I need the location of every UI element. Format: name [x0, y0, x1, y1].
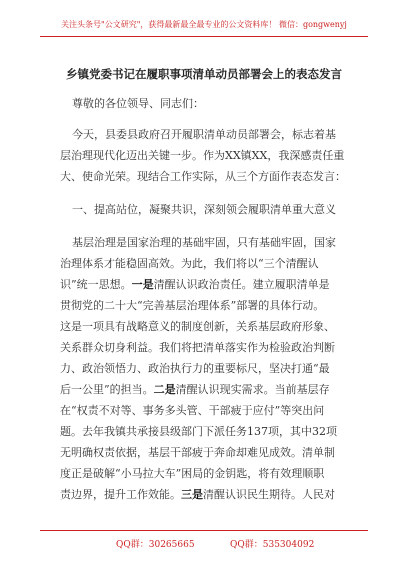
bold-marker: 三是 — [181, 488, 203, 501]
bold-marker: 二是 — [153, 383, 176, 396]
footer-qq-group-2: QQ群：535304092 — [230, 540, 315, 550]
paragraph-line: 治理体系才能稳固高效。为此，我们将以“三个清醒认 — [60, 257, 319, 270]
paragraph-line: 无明确权责依据，基层干部疲于奔命却难见成效。清单制 — [60, 446, 335, 459]
document-title: 乡镇党委书记在履职事项清单动员部署会上的表态发言 — [66, 67, 342, 81]
paragraph-line: 贯彻党的二十大“完善基层治理体系”部署的具体行动。 — [60, 299, 325, 312]
salutation: 尊敬的各位领导、同志们： — [72, 97, 204, 110]
bold-marker: 一是 — [131, 278, 154, 291]
paragraph-line: 在“权责不对等、事务多头管、干部疲于应付”等突出问 — [60, 404, 325, 417]
line-text: 清醒认识现实需求。当前基层存 — [175, 383, 330, 396]
paragraph-line: 力、政治领悟力、政治执行力的重要标尺，坚决打通“最 — [60, 362, 330, 375]
footer-bar — [40, 530, 368, 553]
line-text: 清醒认识政治责任。建立履职清单是 — [153, 278, 330, 291]
paragraph-line: 基层治理是国家治理的基础牢固，只有基础牢固，国家 — [72, 236, 336, 249]
paragraph-line: 度正是破解“小马拉大车”困局的金钥匙，将有效理顺职 — [60, 467, 325, 480]
paragraph-line: 今天，县委县政府召开履职清单动员部署会，标志着基 — [72, 128, 336, 141]
footer-qq-group-1: QQ群：30265665 — [116, 540, 195, 550]
paragraph-line: 题。去年我镇共承接县级部门下派任务137项，其中32项 — [60, 425, 337, 438]
paragraph-line — [60, 278, 360, 292]
section-heading: 一、提高站位，凝聚共识，深刻领会履职清单重大意义 — [72, 203, 336, 216]
paragraph-line: 层治理现代化迈出关键一步。作为XX镇XX，我深感责任重 — [60, 149, 345, 162]
paragraph-line: 关系群众切身利益。我们将把清单落实作为检验政治判断 — [60, 341, 335, 354]
paragraph-line: 这是一项具有战略意义的制度创新，关系基层政府形象、 — [60, 320, 335, 333]
paragraph-line — [60, 383, 360, 397]
line-text: 后一公里”的担当。 — [60, 383, 154, 396]
line-text: 识”统一思想。 — [60, 278, 132, 291]
header-banner: 关注头条号"公文研究"，获得最新最全最专业的公文资料库！ 微信：gongwenyj — [40, 14, 368, 37]
paragraph-line: 大、使命光荣。现结合工作实际，从三个方面作表态发言： — [60, 170, 346, 183]
line-text: 清醒认识民生期待。人民对 — [203, 488, 335, 501]
paragraph-line — [60, 488, 360, 502]
line-text: 责边界，提升工作效能。 — [60, 488, 181, 501]
